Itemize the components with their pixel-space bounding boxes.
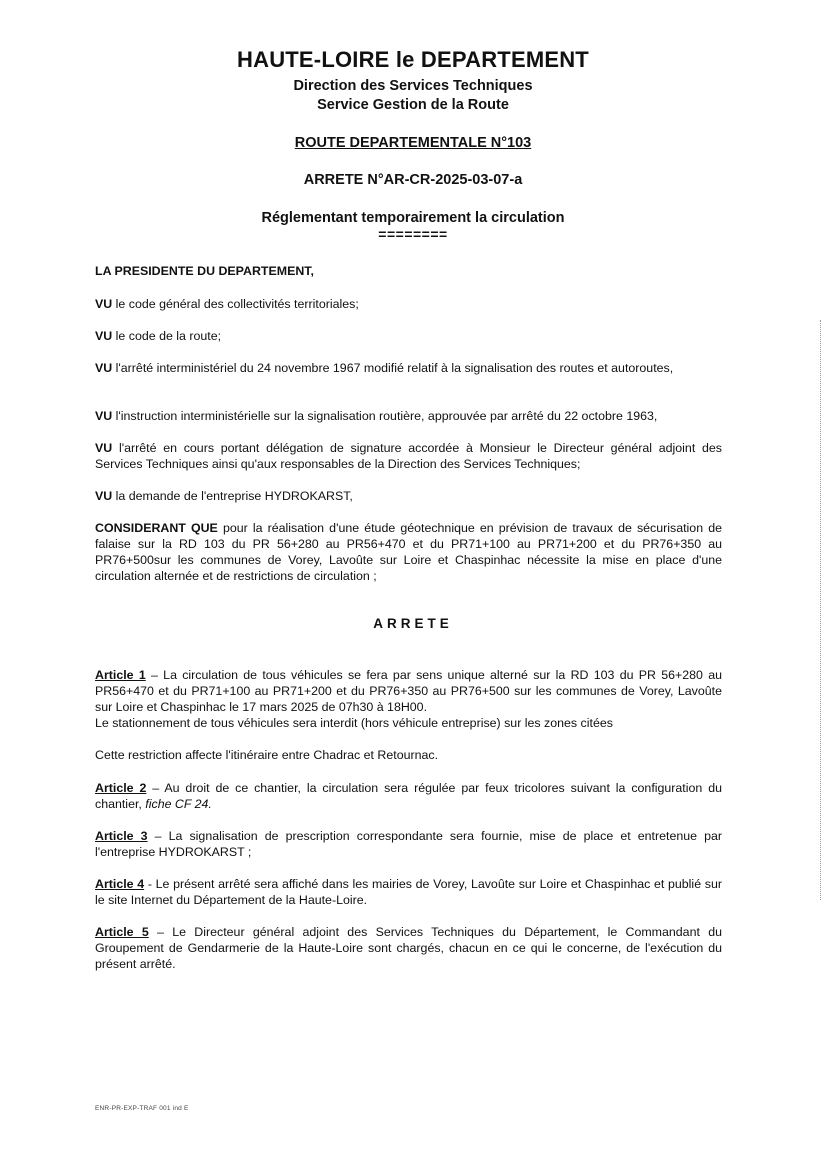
vu-paragraph-2 xyxy=(95,328,722,344)
article-1-text: – La circulation de tous véhicules se fera par sens unique alterné sur la RD 103 du PR 56+280 au PR56+470 et du PR71+100 au PR71+200 et du PR76+350 au PR76+500 sur les communes de Vorey, Lavoûte sur Loire et Chaspinhac le 17 mars 2025 de 07h30 à 18H00. xyxy=(95,668,722,714)
vu-paragraph-6 xyxy=(95,488,722,504)
considerant-text: pour la réalisation d'une étude géotechnique en prévision de travaux de sécurisation de falaise sur la RD 103 du PR 56+280 au PR56+470 et du PR71+100 au PR71+200 et du PR76+350 au PR76+500sur les communes de Vorey, Lavoûte sur Loire et Chaspinhac nécessite la mise en place d'une circulation alternée et de restrictions de circulation ; xyxy=(95,521,722,583)
vu-keyword: VU xyxy=(95,297,113,311)
article-3-text: – La signalisation de prescription correspondante sera fournie, mise de place et entretenue par l'entreprise HYDROKARST ; xyxy=(95,829,722,859)
service-name: Service Gestion de la Route xyxy=(317,97,509,113)
article-1-itinerary xyxy=(95,747,722,763)
article-5-text: – Le Directeur général adjoint des Services Techniques du Département, le Commandant du Groupement de Gendarmerie de la Haute-Loire sont chargés, chacun en ce qui le concerne, de l'exécution du présent arrêté. xyxy=(95,925,722,971)
vu-keyword: VU xyxy=(95,441,113,455)
article-5-label: Article 5 xyxy=(95,925,149,939)
article-3-label: Article 3 xyxy=(95,829,148,843)
vu-paragraph-4 xyxy=(95,408,722,424)
vu-paragraph-3 xyxy=(95,360,722,376)
article-1 xyxy=(95,667,722,731)
subject-title: Réglementant temporairement la circulation xyxy=(261,210,565,226)
article-1-label: Article 1 xyxy=(95,668,146,682)
department-title: HAUTE-LOIRE le DEPARTEMENT xyxy=(237,47,589,72)
article-1-itinerary-text: Cette restriction affecte l'itinéraire entre Chadrac et Retournac. xyxy=(95,748,439,762)
article-4 xyxy=(95,876,722,908)
presidente-line xyxy=(95,263,722,279)
vu-keyword: VU xyxy=(95,489,113,503)
vu-text: le code de la route; xyxy=(115,329,222,343)
article-2-text: – Au droit de ce chantier, la circulation sera régulée par feux tricolores suivant la configuration du chantier, xyxy=(95,781,722,811)
route-title: ROUTE DEPARTEMENTALE N°103 xyxy=(294,135,532,151)
vu-keyword: VU xyxy=(95,361,113,375)
vu-keyword: VU xyxy=(95,409,113,423)
considerant-keyword: CONSIDERANT QUE xyxy=(95,521,218,535)
article-1-parking: Le stationnement de tous véhicules sera interdit (hors véhicule entreprise) sur les zones citées xyxy=(95,716,613,730)
article-5 xyxy=(95,924,722,972)
presidente-text: LA PRESIDENTE DU DEPARTEMENT, xyxy=(95,264,314,278)
article-2-label: Article 2 xyxy=(95,781,147,795)
direction-name: Direction des Services Techniques xyxy=(293,78,533,94)
considerant-paragraph xyxy=(95,520,722,584)
article-2-reference: fiche CF 24. xyxy=(145,797,212,811)
vu-text: la demande de l'entreprise HYDROKARST, xyxy=(115,489,353,503)
arrete-heading: ARRETE xyxy=(373,616,453,631)
article-4-label: Article 4 xyxy=(95,877,145,891)
vu-text: l'arrêté en cours portant délégation de signature accordée à Monsieur le Directeur général adjoint des Services Techniques ainsi qu'aux responsables de la Direction des Services Techniques; xyxy=(95,441,722,471)
vu-text: le code général des collectivités territoriales; xyxy=(115,297,359,311)
separator: ======== xyxy=(378,226,448,242)
arrete-number: ARRETE N°AR-CR-2025-03-07-a xyxy=(303,172,523,188)
article-2 xyxy=(95,780,722,812)
vu-text: l'instruction interministérielle sur la signalisation routière, approuvée par arrêté du 22 octobre 1963, xyxy=(115,409,658,423)
article-4-text: - Le présent arrêté sera affiché dans les mairies de Vorey, Lavoûte sur Loire et Chaspinhac et publié sur le site Internet du Département de la Haute-Loire. xyxy=(95,877,722,907)
vu-text: l'arrêté interministériel du 24 novembre 1967 modifié relatif à la signalisation des routes et autoroutes, xyxy=(115,361,674,375)
article-3 xyxy=(95,828,722,860)
vu-paragraph-1 xyxy=(95,296,722,312)
vu-keyword: VU xyxy=(95,329,113,343)
document-code: ENR-PR-EXP-TRAF 001 ind E xyxy=(95,1105,189,1112)
scan-edge-line xyxy=(820,320,822,900)
vu-paragraph-5 xyxy=(95,440,722,472)
